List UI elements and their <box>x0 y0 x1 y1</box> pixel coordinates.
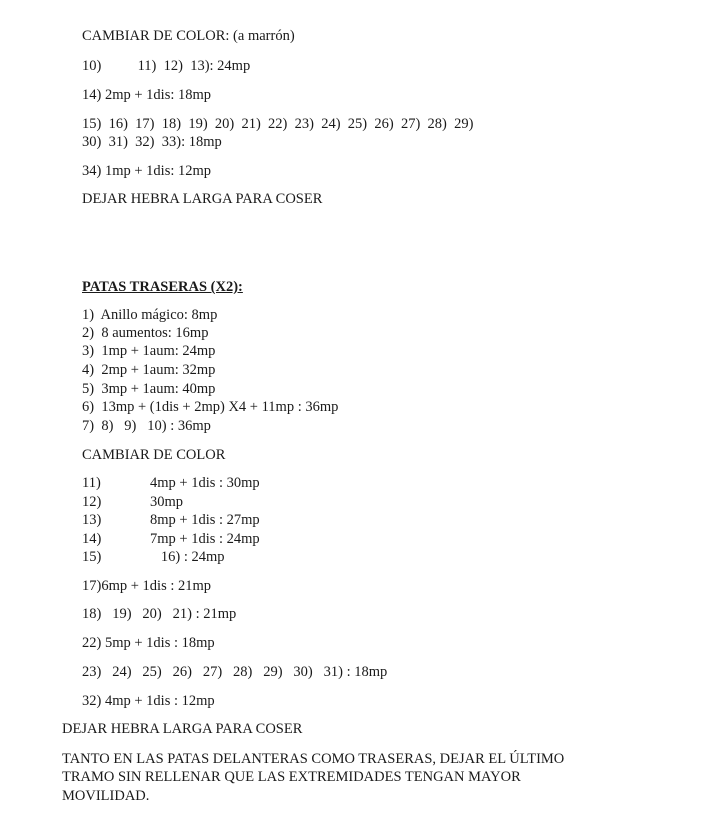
row-text: 7mp + 1dis : 24mp <box>150 531 260 547</box>
row-number: 15) <box>82 549 102 565</box>
row-text: 30mp <box>150 494 184 510</box>
pattern-row: 1) Anillo mágico: 8mp <box>82 307 218 323</box>
numbered-row <box>82 548 225 566</box>
row-14: 14) 2mp + 1dis: 18mp <box>82 87 212 103</box>
row-32: 32) 4mp + 1dis : 12mp <box>82 693 215 709</box>
row-number: 12) <box>82 494 102 510</box>
pattern-row: 7) 8) 9) 10) : 36mp <box>82 418 211 434</box>
row-22: 22) 5mp + 1dis : 18mp <box>82 635 215 651</box>
row-18-21: 18) 19) 20) 21) : 21mp <box>82 606 237 622</box>
change-color-line: CAMBIAR DE COLOR: (a marrón) <box>82 28 295 44</box>
pattern-row: 2) 8 aumentos: 16mp <box>82 325 209 341</box>
row-23-31: 23) 24) 25) 26) 27) 28) 29) 30) 31) : 18mp <box>82 664 388 680</box>
row-text: 4mp + 1dis : 30mp <box>150 475 260 491</box>
numbered-row <box>82 530 260 548</box>
row-10-13: 10) 11) 12) 13): 24mp <box>82 58 251 74</box>
change-color-line: CAMBIAR DE COLOR <box>82 447 226 463</box>
numbered-row <box>82 493 183 511</box>
leave-yarn-line: DEJAR HEBRA LARGA PARA COSER <box>82 191 323 207</box>
numbered-row <box>82 511 260 529</box>
row-number: 11) <box>82 475 101 491</box>
section-heading: PATAS TRASERAS (X2): <box>82 279 243 295</box>
row-15-29: 15) 16) 17) 18) 19) 20) 21) 22) 23) 24) 25) 26) 27) 28) 29) <box>82 116 474 132</box>
note-line: MOVILIDAD. <box>62 788 150 804</box>
pattern-row: 6) 13mp + (1dis + 2mp) X4 + 11mp : 36mp <box>82 399 339 415</box>
row-30-33: 30) 31) 32) 33): 18mp <box>82 134 222 150</box>
numbered-row <box>82 474 260 492</box>
row-number: 14) <box>82 531 102 547</box>
note-line: TRAMO SIN RELLENAR QUE LAS EXTREMIDADES TENGAN MAYOR <box>62 769 521 785</box>
row-number: 13) <box>82 512 102 528</box>
row-34: 34) 1mp + 1dis: 12mp <box>82 163 212 179</box>
pattern-row: 5) 3mp + 1aum: 40mp <box>82 381 216 397</box>
note-line: TANTO EN LAS PATAS DELANTERAS COMO TRASERAS, DEJAR EL ÚLTIMO <box>62 751 565 767</box>
row-text: 8mp + 1dis : 27mp <box>150 512 260 528</box>
pattern-row: 3) 1mp + 1aum: 24mp <box>82 343 216 359</box>
row-text: 16) : 24mp <box>150 549 225 565</box>
leave-yarn-line: DEJAR HEBRA LARGA PARA COSER <box>62 721 303 737</box>
pattern-row: 4) 2mp + 1aum: 32mp <box>82 362 216 378</box>
row-17: 17)6mp + 1dis : 21mp <box>82 578 212 594</box>
